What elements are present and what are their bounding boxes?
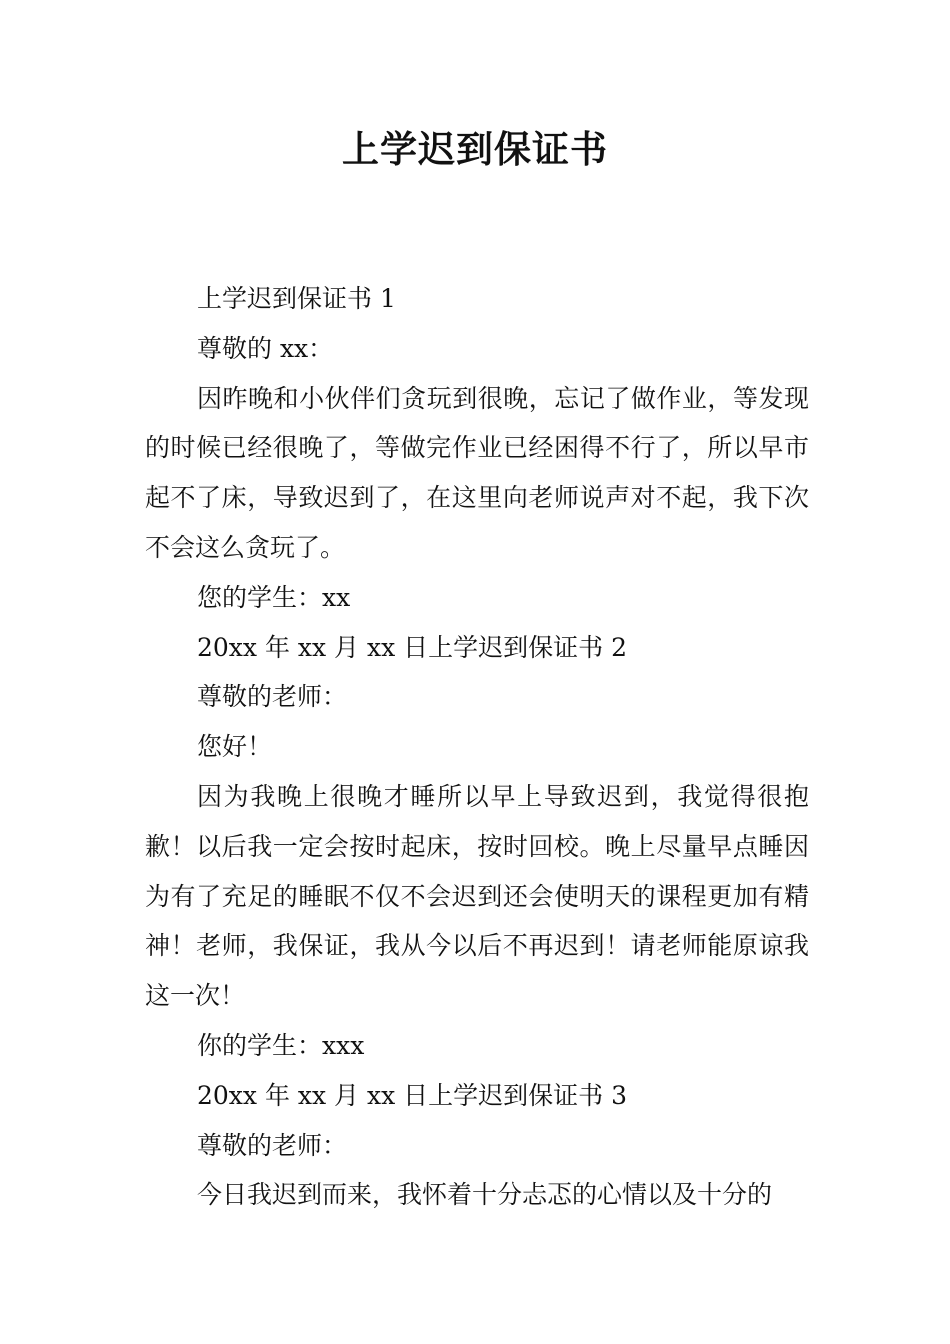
date-and-heading-letter-3: 20xx 年 xx 月 xx 日上学迟到保证书 3 — [197, 1080, 627, 1110]
signature-2: 你的学生：xxx — [197, 1030, 365, 1060]
document-body — [145, 274, 809, 1220]
paragraph-letter-3-body: 今日我迟到而来，我怀着十分忐忑的心情以及十分的 — [197, 1180, 773, 1210]
salutation-1: 尊敬的 xx： — [197, 333, 334, 363]
salutation-2: 尊敬的老师： — [197, 682, 348, 712]
date-and-heading-letter-2: 20xx 年 xx 月 xx 日上学迟到保证书 2 — [197, 632, 627, 662]
heading-letter-1: 上学迟到保证书 1 — [197, 284, 396, 313]
paragraph-letter-1-body: 因昨晚和小伙伴们贪玩到很晚，忘记了做作业，等发现的时候已经很晚了，等做完作业已经困得不行了，所以早市起不了床，导致迟到了，在这里向老师说声对不起，我下次不会这么贪玩了。 — [145, 383, 809, 562]
greeting-2: 您好！ — [197, 732, 273, 762]
document-title: 上学迟到保证书 — [342, 128, 608, 171]
salutation-3: 尊敬的老师： — [197, 1130, 348, 1160]
paragraph-letter-2-body: 因为我晚上很晚才睡所以早上导致迟到，我觉得很抱歉！以后我一定会按时起床，按时回校。晚上尽量早点睡因为有了充足的睡眠不仅不会迟到还会使明天的课程更加有精神！老师，我保证，我从今以后不再迟到！请老师能原谅我这一次！ — [145, 781, 809, 1011]
signature-1: 您的学生：xx — [197, 582, 351, 612]
